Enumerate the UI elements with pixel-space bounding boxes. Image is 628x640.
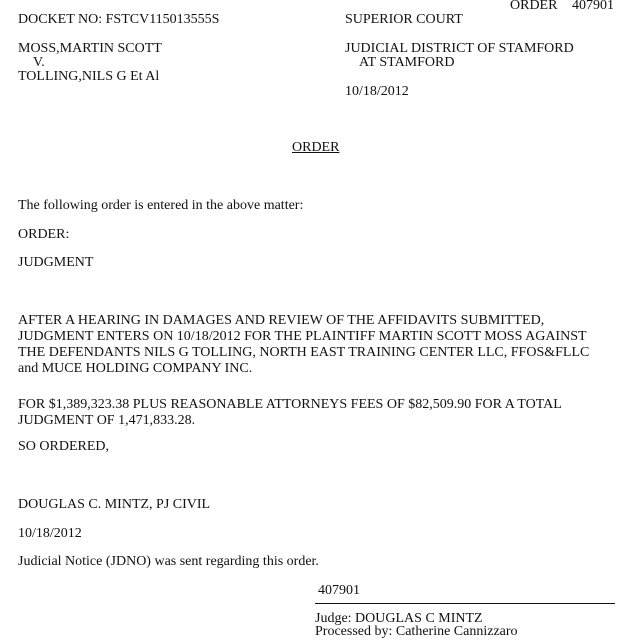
amount-paragraph: FOR $1,389,323.38 PLUS REASONABLE ATTORNEYS FEES OF $82,509.90 FOR A TOTAL JUDGMENT OF 1,471,833.28. [18,397,562,428]
order-number: 407901 [572,0,614,13]
signed-date: 10/18/2012 [18,526,82,541]
plaintiff-name: MOSS,MARTIN SCOTT [18,41,162,56]
order-label: ORDER [510,0,558,13]
judgment-paragraph: AFTER A HEARING IN DAMAGES AND REVIEW OF THE AFFIDAVITS SUBMITTED, JUDGMENT ENTERS ON 10/18/2012 FOR THE PLAINTIFF MARTIN SCOTT MOSS AGAINST THE DEFENDANTS NILS G TOLLING, NORTH EAST TRAINING CENTER LLC, FFOS&FLLC and MUCE HOLDING COMPANY INC. [18,313,590,376]
footer-order-number: 407901 [318,583,360,598]
signer-name: DOUGLAS C. MINTZ, PJ CIVIL [18,497,211,512]
header-date: 10/18/2012 [345,84,409,99]
footer-processed-by: Processed by: Catherine Cannizzaro [315,624,518,639]
court-name: SUPERIOR COURT [345,12,463,27]
footer-judge: Judge: DOUGLAS C MINTZ [315,611,483,626]
order-heading: ORDER: [18,227,70,242]
judicial-notice: Judicial Notice (JDNO) was sent regarding this order. [18,554,319,569]
docket-number: DOCKET NO: FSTCV115013555S [18,12,220,27]
court-location: AT STAMFORD [359,55,455,70]
document-title: ORDER [292,140,340,155]
judicial-district: JUDICIAL DISTRICT OF STAMFORD [345,41,574,56]
versus-label: V. [33,55,45,70]
judgment-heading: JUDGMENT [18,255,94,270]
defendant-name: TOLLING,NILS G Et Al [18,69,160,84]
intro-text: The following order is entered in the above matter: [18,198,304,213]
signature-rule [315,603,615,604]
so-ordered: SO ORDERED, [18,439,110,454]
